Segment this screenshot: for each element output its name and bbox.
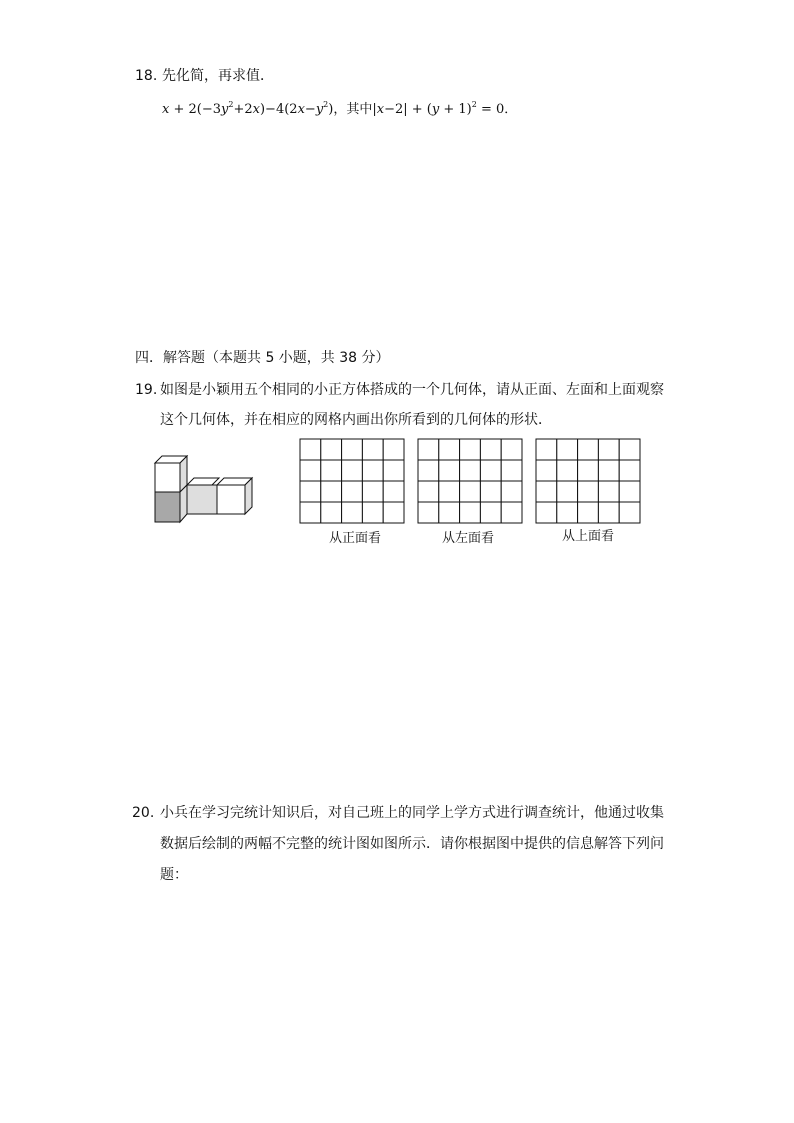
grid-cell[interactable] bbox=[383, 481, 404, 502]
grid-cell[interactable] bbox=[578, 460, 599, 481]
grid-cell[interactable] bbox=[362, 481, 383, 502]
grid-cell[interactable] bbox=[619, 481, 640, 502]
grid-cell[interactable] bbox=[619, 502, 640, 523]
grid-cell[interactable] bbox=[439, 481, 460, 502]
grid-cell[interactable] bbox=[342, 481, 363, 502]
grid-cell[interactable] bbox=[557, 439, 578, 460]
grid-cell[interactable] bbox=[536, 460, 557, 481]
grid-cell[interactable] bbox=[383, 502, 404, 523]
grid-cell[interactable] bbox=[418, 439, 439, 460]
grid-cell[interactable] bbox=[557, 481, 578, 502]
grid-top-caption: 从上面看 bbox=[562, 529, 615, 544]
grid-cell[interactable] bbox=[383, 460, 404, 481]
grid-cell[interactable] bbox=[598, 439, 619, 460]
grid-cell[interactable] bbox=[321, 481, 342, 502]
grid-cell[interactable] bbox=[619, 439, 640, 460]
grid-cell[interactable] bbox=[557, 460, 578, 481]
cube-d-side bbox=[245, 478, 252, 514]
grid-cell[interactable] bbox=[501, 481, 522, 502]
grid-cell[interactable] bbox=[362, 439, 383, 460]
grid-cell[interactable] bbox=[619, 460, 640, 481]
grid-cell[interactable] bbox=[300, 481, 321, 502]
cube-a-front bbox=[155, 463, 180, 492]
grid-cell[interactable] bbox=[598, 502, 619, 523]
grid-cell[interactable] bbox=[321, 439, 342, 460]
q18-expression: $x + 2(-3y^2+2x)-4(2x-y^2)$，其中$|x-2| + (y + 1)^2 = 0$． bbox=[162, 100, 518, 117]
grid-front-caption: 从正面看 bbox=[329, 531, 382, 546]
grid-cell[interactable] bbox=[321, 460, 342, 481]
grid-cell[interactable] bbox=[439, 439, 460, 460]
grid-cell[interactable] bbox=[480, 460, 501, 481]
grid-left[interactable] bbox=[417, 438, 523, 524]
grid-cell[interactable] bbox=[598, 460, 619, 481]
grid-cell[interactable] bbox=[362, 502, 383, 523]
grid-cell[interactable] bbox=[342, 439, 363, 460]
grid-cell[interactable] bbox=[480, 502, 501, 523]
grid-cell[interactable] bbox=[321, 502, 342, 523]
grid-top-cells bbox=[535, 438, 641, 524]
grid-front-cells bbox=[299, 438, 405, 524]
grid-cell[interactable] bbox=[362, 460, 383, 481]
grid-cell[interactable] bbox=[300, 502, 321, 523]
grid-cell[interactable] bbox=[578, 439, 599, 460]
grid-cell[interactable] bbox=[557, 502, 578, 523]
grid-cell[interactable] bbox=[578, 502, 599, 523]
grid-left-caption: 从左面看 bbox=[442, 531, 495, 546]
grid-cell[interactable] bbox=[578, 481, 599, 502]
grid-cell[interactable] bbox=[300, 439, 321, 460]
grid-cell[interactable] bbox=[342, 502, 363, 523]
grid-cell[interactable] bbox=[439, 460, 460, 481]
section-heading: 四．解答题（本题共 5 小题，共 38 分） bbox=[135, 350, 390, 366]
grid-top[interactable] bbox=[535, 438, 641, 524]
cube-b-front bbox=[155, 492, 180, 522]
cube-c-front bbox=[187, 485, 217, 514]
q19-line1: 如图是小颖用五个相同的小正方体搭成的一个几何体，请从正面、左面和上面观察 bbox=[160, 382, 664, 398]
q20-number: 20. bbox=[132, 805, 155, 821]
grid-cell[interactable] bbox=[480, 439, 501, 460]
grid-cell[interactable] bbox=[418, 502, 439, 523]
grid-cell[interactable] bbox=[383, 439, 404, 460]
q18-number: 18. bbox=[135, 68, 158, 84]
q19-number: 19. bbox=[135, 382, 158, 398]
grid-cell[interactable] bbox=[460, 502, 481, 523]
grid-left-cells bbox=[417, 438, 523, 524]
grid-cell[interactable] bbox=[460, 481, 481, 502]
cube-figure bbox=[150, 455, 260, 530]
grid-cell[interactable] bbox=[536, 502, 557, 523]
grid-cell[interactable] bbox=[598, 481, 619, 502]
q20-line3: 题： bbox=[160, 867, 188, 883]
grid-cell[interactable] bbox=[342, 460, 363, 481]
cube-c-top bbox=[187, 478, 219, 485]
q19-line2: 这个几何体，并在相应的网格内画出你所看到的几何体的形状． bbox=[160, 412, 552, 428]
grid-cell[interactable] bbox=[536, 481, 557, 502]
grid-cell[interactable] bbox=[300, 460, 321, 481]
grid-cell[interactable] bbox=[480, 481, 501, 502]
q20-line1: 小兵在学习完统计知识后，对自己班上的同学上学方式进行调查统计，他通过收集 bbox=[160, 805, 664, 821]
grid-cell[interactable] bbox=[501, 502, 522, 523]
grid-cell[interactable] bbox=[460, 460, 481, 481]
grid-cell[interactable] bbox=[501, 439, 522, 460]
grid-cell[interactable] bbox=[460, 439, 481, 460]
cube-c-left-side bbox=[180, 485, 187, 522]
grid-cell[interactable] bbox=[418, 460, 439, 481]
q20-line2: 数据后绘制的两幅不完整的统计图如图所示．请你根据图中提供的信息解答下列问 bbox=[160, 836, 664, 852]
cube-d-front bbox=[217, 485, 245, 514]
grid-cell[interactable] bbox=[536, 439, 557, 460]
grid-front[interactable] bbox=[299, 438, 405, 524]
grid-cell[interactable] bbox=[439, 502, 460, 523]
grid-cell[interactable] bbox=[418, 481, 439, 502]
grid-cell[interactable] bbox=[501, 460, 522, 481]
q18-prompt: 先化简，再求值． bbox=[162, 68, 274, 84]
